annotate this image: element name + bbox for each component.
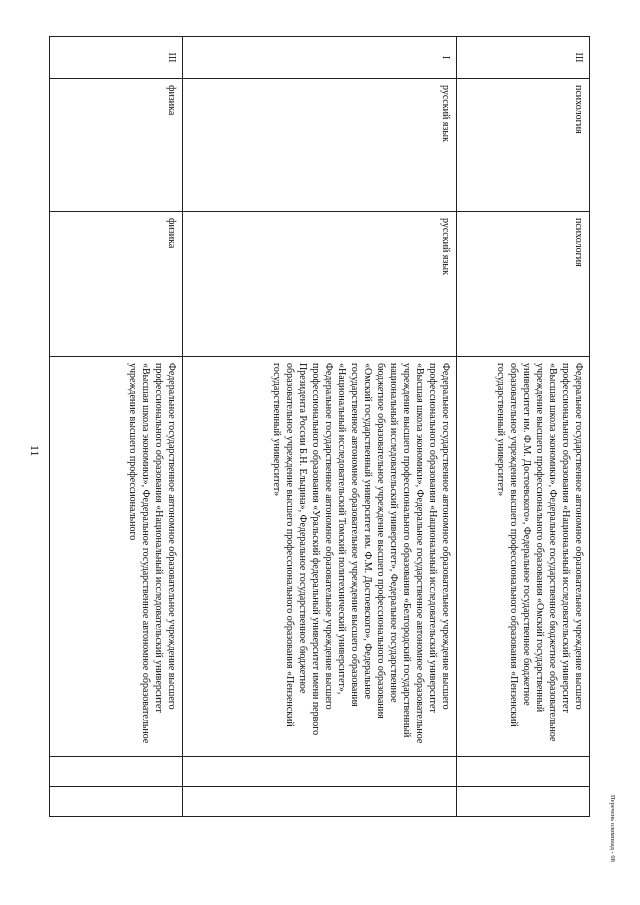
level-cell: I: [183, 37, 457, 79]
subject-cell: психология: [457, 212, 590, 357]
table-row: [50, 37, 183, 817]
empty-cell: [183, 787, 457, 817]
page-number: 11: [28, 445, 42, 457]
subject-profile-cell: психология: [457, 79, 590, 212]
number-cell: [50, 757, 183, 787]
organizers-cell: Федеральное государственное автономное образовательное учреждение высшего профессионального образования «Национальный исследовательский университет «Высшая школа экономики», Федеральное государственное автономное образовательное учреждение высшего профессионального образования «Белгородский государственный национальный исследовательский университет», Федеральное государственное бюджетное образовательное учреждение высшего профессионального образования «Омский государственный университет им. Ф.М. Достоевского», Федеральное государственное автономное образовательное учреждение высшего образования «Национальный исследовательский Томский политехнический университет», Федеральное государственное автономное образовательное учреждение высшего профессионального образования «Уральский федеральный университет имени первого Президента России Б.Н. Ельцина», Федеральное государственное бюджетное образовательное учреждение высшего профессионального образования «Пензенский государственный университет»: [183, 357, 457, 757]
table-row: [457, 37, 590, 817]
subject-profile-cell: физика: [50, 79, 183, 212]
table-row: [183, 37, 457, 817]
rotated-table-area: [50, 36, 590, 816]
subject-cell: русский язык: [183, 212, 457, 357]
organizers-cell: Федеральное государственное автономное образовательное учреждение высшего профессионального образования «Национальный исследовательский университет «Высшая школа экономики», Федеральное государственное бюджетное образовательное учреждение высшего профессионального образования «Омский государственный университет им. Ф.М. Достоевского», Федеральное государственное бюджетное образовательное учреждение высшего профессионального образования «Пензенский государственный университет»: [457, 357, 590, 757]
empty-cell: [457, 787, 590, 817]
footer-note: Перечень олимпиад - 08: [609, 795, 616, 862]
olympiad-table: [49, 36, 590, 817]
subject-profile-cell: русский язык: [183, 79, 457, 212]
empty-cell: [50, 787, 183, 817]
level-cell: III: [457, 37, 590, 79]
level-cell: III: [50, 37, 183, 79]
number-cell: [183, 757, 457, 787]
organizers-cell: Федеральное государственное автономное образовательное учреждение высшего профессионального образования «Национальный исследовательский университет «Высшая школа экономики», Федеральное государственное автономное образовательное учреждение высшего профессионального: [50, 357, 183, 757]
number-cell: [457, 757, 590, 787]
subject-cell: физика: [50, 212, 183, 357]
